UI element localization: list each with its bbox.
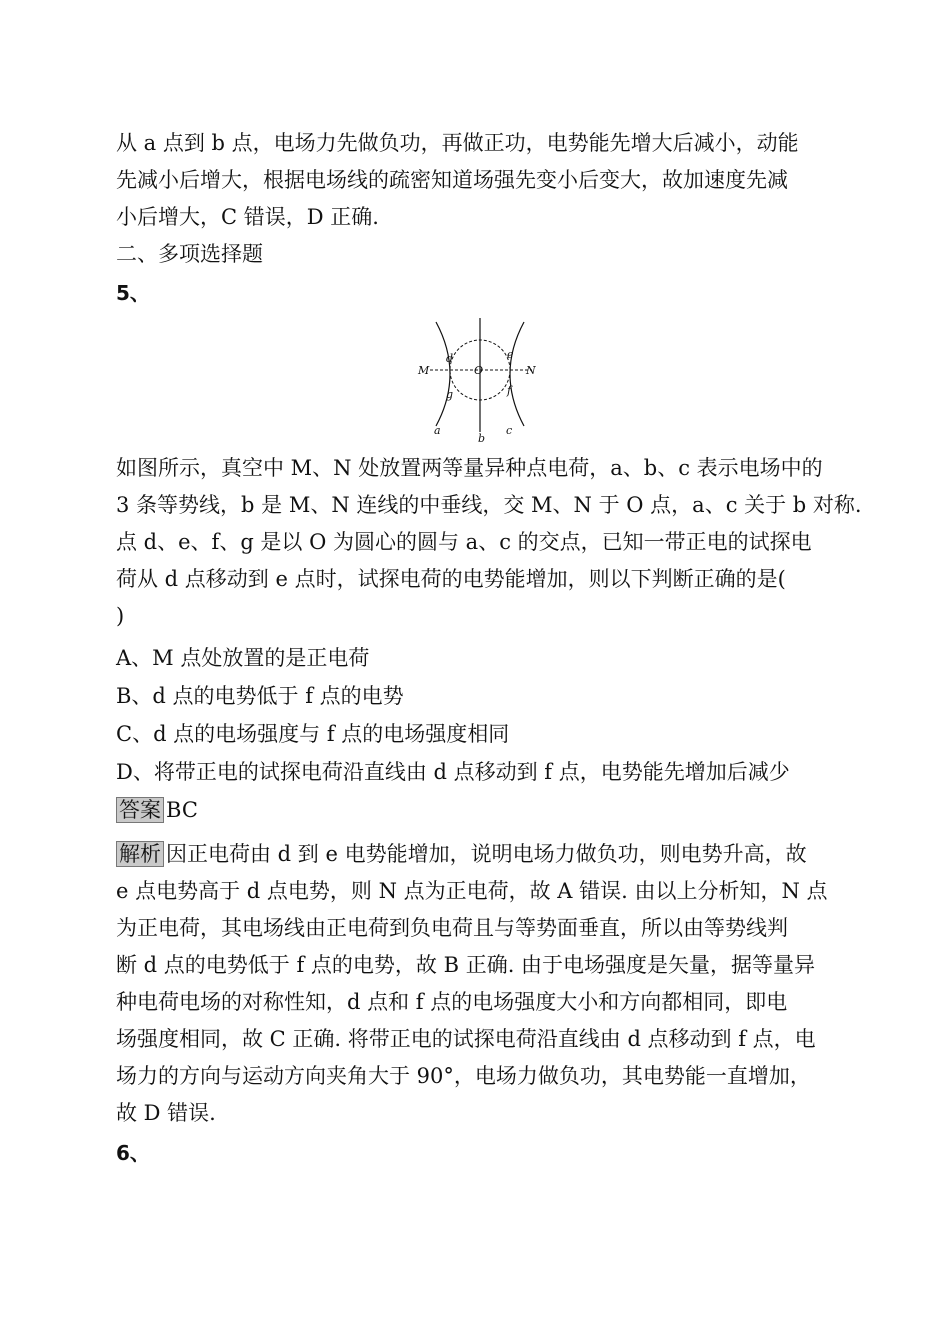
question-5-stem-line-1: 如图所示，真空中 M、N 处放置两等量异种点电荷，a、b、c 表示电场中的 (116, 456, 823, 480)
analysis-line-5: 种电荷电场的对称性知，d 点和 f 点的电场强度大小和方向都相同，即电 (116, 990, 788, 1014)
question-6-number: 6、 (116, 1141, 150, 1165)
label-c: c (506, 424, 513, 437)
label-d: d (446, 352, 454, 365)
label-f: f (507, 384, 512, 397)
equipotential-diagram (414, 314, 546, 444)
answer-line (116, 795, 198, 825)
label-O: O (474, 364, 484, 377)
answer-value: BC (166, 798, 198, 822)
label-e: e (507, 348, 514, 361)
question-5-stem-line-4: 荷从 d 点移动到 e 点时，试探电荷的电势能增加，则以下判断正确的是( (116, 567, 786, 591)
option-b: B、d 点的电势低于 f 点的电势 (116, 684, 404, 708)
answer-tag: 答案 (116, 797, 164, 823)
section-heading: 二、多项选择题 (116, 242, 263, 266)
analysis-line-7: 场力的方向与运动方向夹角大于 90°，电场力做负功，其电势能一直增加， (116, 1064, 811, 1088)
analysis-text-1: 因正电荷由 d 到 e 电势能增加，说明电场力做负功，则电势升高，故 (166, 842, 807, 866)
continuation-line-2: 先减小后增大，根据电场线的疏密知道场强先变小后变大，故加速度先减 (116, 168, 788, 192)
analysis-line-4: 断 d 点的电势低于 f 点的电势，故 B 正确. 由于电场强度是矢量，据等量异 (116, 953, 816, 977)
equipotential-line-c (510, 322, 524, 426)
analysis-line-2: e 点电势高于 d 点电势，则 N 点为正电荷，故 A 错误. 由以上分析知，N 点 (116, 879, 828, 903)
continuation-line-3: 小后增大，C 错误，D 正确. (116, 205, 379, 229)
equipotential-line-a (436, 322, 450, 426)
analysis-line-8: 故 D 错误. (116, 1101, 216, 1125)
label-M: M (418, 364, 430, 377)
question-5-stem-line-5: ) (116, 604, 125, 628)
analysis-line-3: 为正电荷，其电场线由正电荷到负电荷且与等势面垂直，所以由等势线判 (116, 916, 788, 940)
question-5-stem-line-3: 点 d、e、f、g 是以 O 为圆心的圆与 a、c 的交点，已知一带正电的试探电 (116, 530, 812, 554)
question-5-number: 5、 (116, 281, 150, 305)
question-5-stem-line-2: 3 条等势线，b 是 M、N 连线的中垂线，交 M、N 于 O 点，a、c 关于 b 对称. (116, 493, 862, 517)
option-a: A、M 点处放置的是正电荷 (116, 646, 370, 670)
label-a: a (434, 424, 441, 437)
label-g: g (446, 388, 454, 401)
analysis-tag: 解析 (116, 841, 164, 867)
continuation-line-1: 从 a 点到 b 点，电场力先做负功，再做正功，电势能先增大后减小，动能 (116, 131, 799, 155)
option-d: D、将带正电的试探电荷沿直线由 d 点移动到 f 点，电势能先增加后减少 (116, 760, 790, 784)
option-c: C、d 点的电场强度与 f 点的电场强度相同 (116, 722, 510, 746)
analysis-line-6: 场强度相同，故 C 正确. 将带正电的试探电荷沿直线由 d 点移动到 f 点，电 (116, 1027, 816, 1051)
label-b: b (478, 432, 486, 444)
equipotential-figure (414, 314, 546, 444)
label-N: N (526, 364, 536, 377)
analysis-line-1 (116, 839, 807, 869)
